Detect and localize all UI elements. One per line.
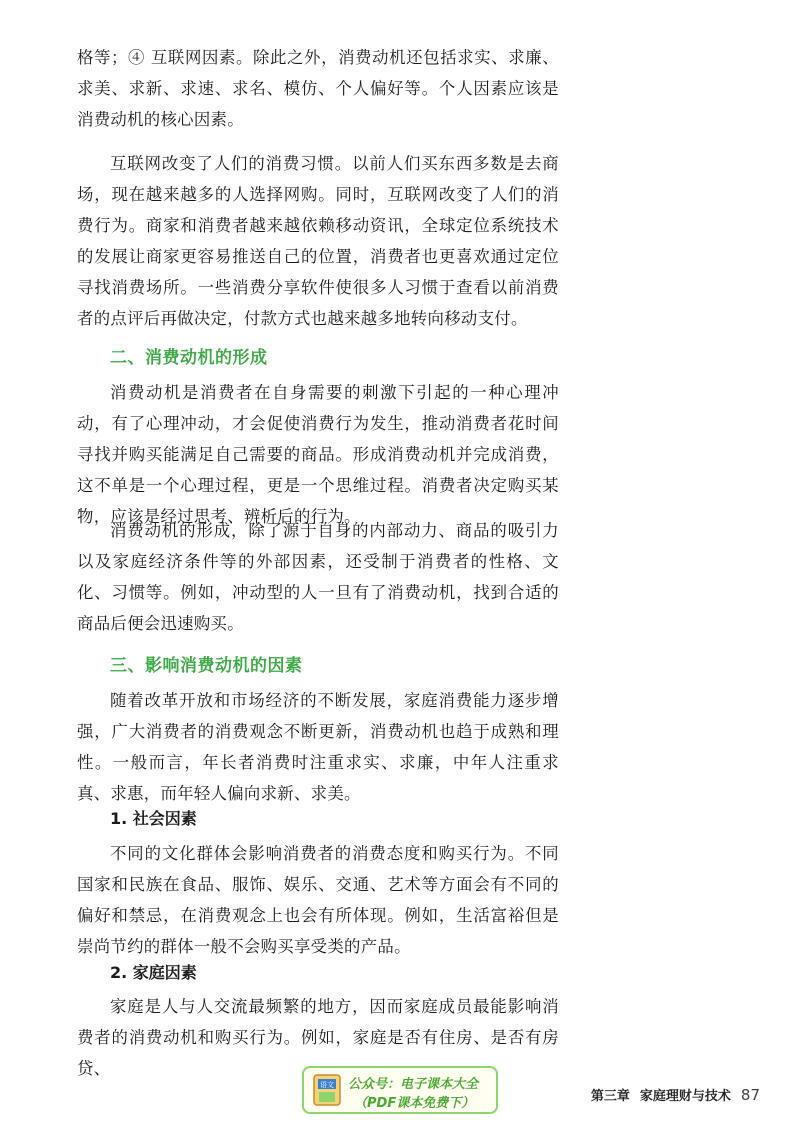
subheading-family: 2. 家庭因素 [110,963,197,982]
paragraph-internet: 互联网改变了人们的消费习惯。以前人们买东西多数是去商场，现在越来越多的人选择网购。同时，互联网改变了人们的消费行为。商家和消费者越来越依赖移动资讯，全球定位系统技术的发展让商家更容易推送自己的位置，消费者也更喜欢通过定位寻找消费场所。一些消费分享软件使很多人习惯于查看以前消费者的点评后再做决定，付款方式也越来越多地转向移动支付。 [77,154,559,328]
watermark-line-2: （PDF课本免费下） [354,1096,475,1111]
section-heading-formation: 二、消费动机的形成 [110,348,268,368]
paragraph-factors-intro: 随着改革开放和市场经济的不断发展，家庭消费能力逐步增强，广大消费者的消费观念不断更新，消费动机也趋于成熟和理性。一般而言，年长者消费时注重求实、求廉，中年人注重求真、求惠，而年轻人偏向求新、求美。 [77,691,559,803]
logo-text: 语文 [320,1081,334,1089]
paragraph-continued: 格等；④ 互联网因素。除此之外，消费动机还包括求实、求廉、求美、求新、求速、求名、模仿、个人偏好等。个人因素应该是消费动机的核心因素。 [77,48,559,129]
watermark-line-1: 公众号：电子课本大全 [348,1077,479,1092]
footer-chapter: 第三章 [590,1089,630,1104]
subheading-social: 1. 社会因素 [110,809,197,828]
book-logo-icon [312,1073,342,1107]
paragraph-motive-definition: 消费动机是消费者在自身需要的刺激下引起的一种心理冲动，有了心理冲动，才会促使消费行为发生，推动消费者花时间寻找并购买能满足自己需要的商品。形成消费动机并完成消费，这不单是一个心理过程，更是一个思维过程。消费者决定购买某物，应该是经过思考、辨析后的行为。 [77,383,559,526]
watermark-stamp [302,1066,498,1114]
paragraph-social: 不同的文化群体会影响消费者的消费态度和购买行为。不同国家和民族在食品、服饰、娱乐、交通、艺术等方面会有不同的偏好和禁忌，在消费观念上也会有所体现。例如，生活富裕但是崇尚节约的群体一般不会购买享受类的产品。 [77,844,559,956]
footer-title: 家庭理财与技术 [639,1089,731,1104]
page-footer [591,1085,760,1104]
page-number: 87 [740,1086,760,1104]
paragraph-motive-formation: 消费动机的形成，除了源于自身的内部动力、商品的吸引力以及家庭经济条件等的外部因素，还受制于消费者的性格、文化、习惯等。例如，冲动型的人一旦有了消费动机，找到合适的商品后便会迅速购买。 [77,521,559,633]
paragraph-family: 家庭是人与人交流最频繁的地方，因而家庭成员最能影响消费者的消费动机和购买行为。例如，家庭是否有住房、是否有房贷、 [77,997,559,1078]
section-heading-factors: 三、影响消费动机的因素 [110,656,303,676]
